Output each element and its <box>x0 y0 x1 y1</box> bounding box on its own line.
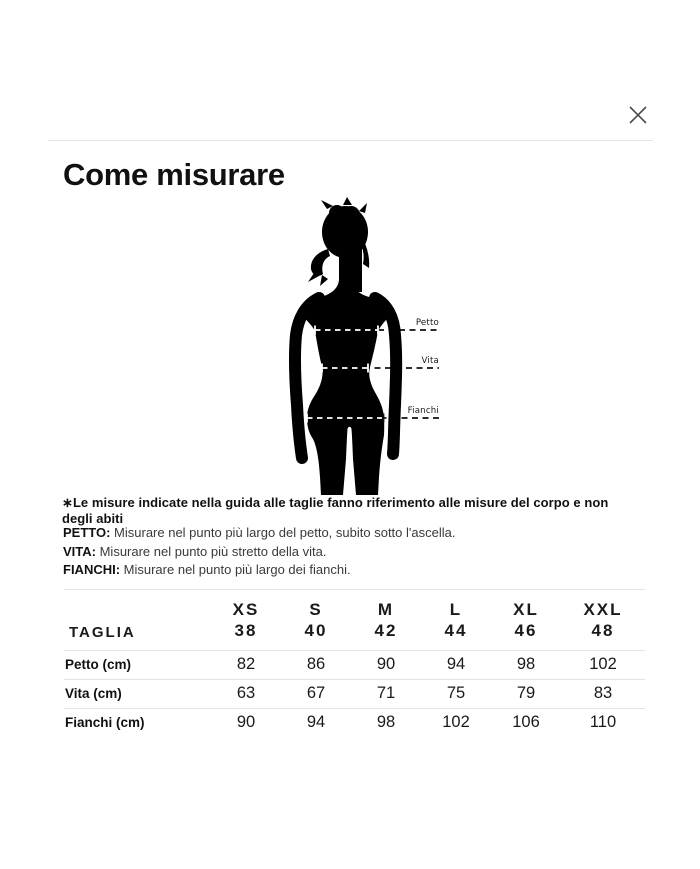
definition-fianchi <box>63 561 623 580</box>
size-column-header <box>211 590 281 651</box>
cell-value: 63 <box>211 680 281 709</box>
size-label: XS <box>232 600 260 619</box>
cell-value: 90 <box>351 651 421 680</box>
size-label: XL <box>513 600 539 619</box>
definition-text: Misurare nel punto più largo del petto, subito sotto l'ascella. <box>110 525 456 540</box>
size-number: 48 <box>591 621 615 640</box>
cell-value: 83 <box>561 680 645 709</box>
size-number: 38 <box>234 621 258 640</box>
cell-value: 86 <box>281 651 351 680</box>
cell-value: 102 <box>561 651 645 680</box>
cell-value: 98 <box>491 651 561 680</box>
cell-value: 106 <box>491 709 561 738</box>
female-silhouette-icon <box>299 197 393 495</box>
row-label: Fianchi (cm) <box>64 709 211 738</box>
measurement-figure <box>275 195 460 495</box>
size-table-corner-header: TAGLIA <box>64 590 211 651</box>
cell-value: 94 <box>281 709 351 738</box>
size-number: 46 <box>514 621 538 640</box>
measure-label-vita: Vita <box>421 356 439 366</box>
definition-vita <box>63 543 623 562</box>
definition-term: VITA: <box>63 543 96 559</box>
table-row-petto <box>64 651 645 680</box>
size-column-header <box>281 590 351 651</box>
measure-label-petto: Petto <box>415 318 439 328</box>
cell-value: 94 <box>421 651 491 680</box>
definition-term: PETTO: <box>63 525 111 540</box>
size-table-header-row <box>64 590 645 651</box>
size-label: L <box>449 600 463 619</box>
cell-value: 67 <box>281 680 351 709</box>
close-button[interactable] <box>618 95 658 135</box>
size-label: XXL <box>583 600 623 619</box>
cell-value: 71 <box>351 680 421 709</box>
size-column-header <box>491 590 561 651</box>
modal-title: Come misurare <box>63 157 285 192</box>
measurement-definitions <box>63 524 623 580</box>
header-divider <box>48 140 653 141</box>
size-column-header <box>561 590 645 651</box>
measurement-note: ∗Le misure indicate nella guida alle taglie fanno riferimento alle misure del corpo e non degli abiti <box>62 495 609 526</box>
size-column-header <box>351 590 421 651</box>
definition-text: Misurare nel punto più stretto della vita. <box>95 543 327 559</box>
size-table <box>64 589 645 737</box>
close-icon <box>627 104 649 126</box>
table-row-fianchi <box>64 709 645 738</box>
size-number: 44 <box>444 621 468 640</box>
cell-value: 79 <box>491 680 561 709</box>
table-row-vita <box>64 680 645 709</box>
size-number: 40 <box>304 621 328 640</box>
cell-value: 75 <box>421 680 491 709</box>
definition-term: FIANCHI: <box>63 562 121 577</box>
row-label: Petto (cm) <box>64 651 211 680</box>
definition-text: Misurare nel punto più largo dei fianchi. <box>120 562 351 577</box>
definition-petto <box>63 524 623 543</box>
size-label: S <box>309 600 323 619</box>
cell-value: 110 <box>561 709 645 738</box>
row-label: Vita (cm) <box>64 680 211 709</box>
measure-label-fianchi: Fianchi <box>407 406 439 416</box>
size-column-header <box>421 590 491 651</box>
size-number: 42 <box>374 621 398 640</box>
cell-value: 90 <box>211 709 281 738</box>
cell-value: 102 <box>421 709 491 738</box>
cell-value: 98 <box>351 709 421 738</box>
cell-value: 82 <box>211 651 281 680</box>
size-label: M <box>377 600 395 619</box>
